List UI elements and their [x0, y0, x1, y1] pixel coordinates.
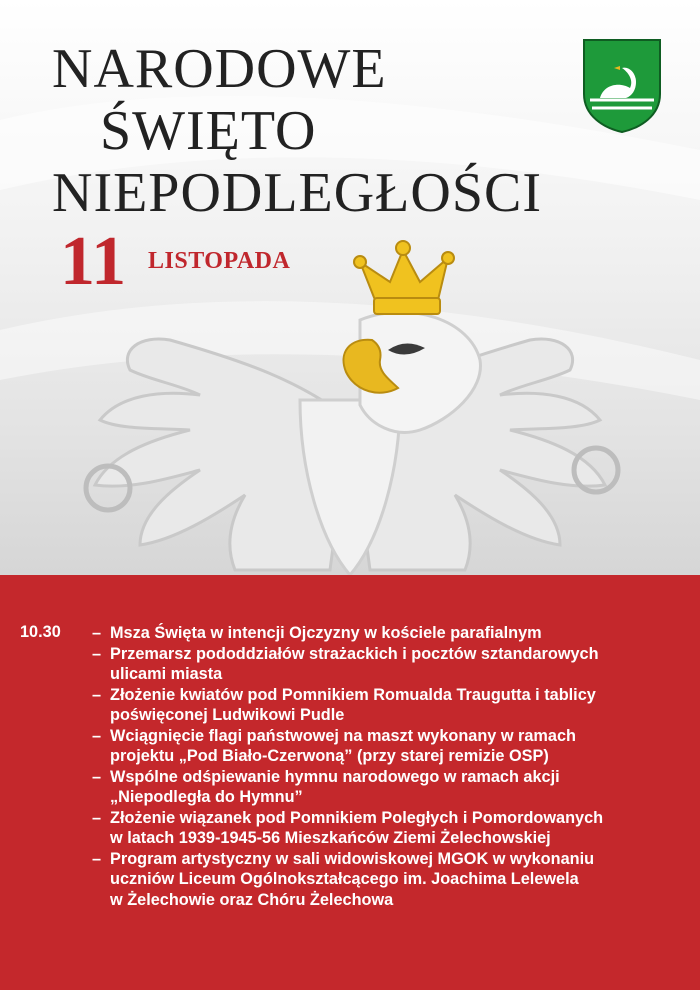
date-month: LISTOPADA [148, 248, 291, 274]
list-item-text: Msza Święta w intencji Ojczyzny w kościele parafialnym [110, 624, 542, 642]
title-line: NARODOWE [52, 38, 387, 100]
list-item [92, 849, 690, 911]
list-item-text: Złożenie kwiatów pod Pomnikiem Romualda Traugutta i tablicy poświęconej Ludwikowi Pudle [110, 685, 596, 724]
swan-coat-of-arms-icon [582, 38, 662, 134]
program-list [20, 623, 690, 910]
flag-red-section [0, 575, 700, 990]
list-item-text: Złożenie wiązanek pod Pomnikiem Poległych i Pomordowanych w latach 1939-1945-56 Mieszkańców Ziemi Żelechowskiej [110, 808, 604, 847]
list-item [92, 808, 690, 849]
page-title [52, 38, 632, 224]
list-item [92, 726, 690, 767]
list-item-text: Przemarsz pododdziałów strażackich i pocztów sztandarowych ulicami miasta [110, 644, 599, 683]
dash-marker: – [92, 808, 102, 827]
program-time: 10.30 [20, 623, 61, 641]
list-item-text: Program artystyczny w sali widowiskowej MGOK w wykonaniu uczniów Liceum Ogólnokształcącego im. Joachima Lelewela w Żelechowie oraz Chóru Żelechowa [110, 849, 595, 909]
dash-marker: – [92, 685, 102, 704]
list-item-text: Wciągnięcie flagi państwowej na maszt wykonany w ramach projektu „Pod Biało-Czerwoną” (przy starej remizie OSP) [110, 726, 576, 765]
date-day: 11 [60, 223, 127, 300]
list-item [92, 685, 690, 726]
list-item [92, 623, 690, 644]
list-item [92, 644, 690, 685]
dash-marker: – [92, 726, 102, 745]
title-line: ŚWIĘTO [100, 100, 317, 162]
dash-marker: – [92, 644, 102, 663]
dash-marker: – [92, 767, 102, 786]
list-item-text: Wspólne odśpiewanie hymnu narodowego w ramach akcji „Niepodległa do Hymnu” [110, 767, 560, 806]
title-line: NIEPODLEGŁOŚCI [52, 162, 542, 224]
dash-marker: – [92, 624, 102, 642]
dash-marker: – [92, 849, 102, 868]
program-row [20, 623, 690, 910]
list-item [92, 767, 690, 808]
